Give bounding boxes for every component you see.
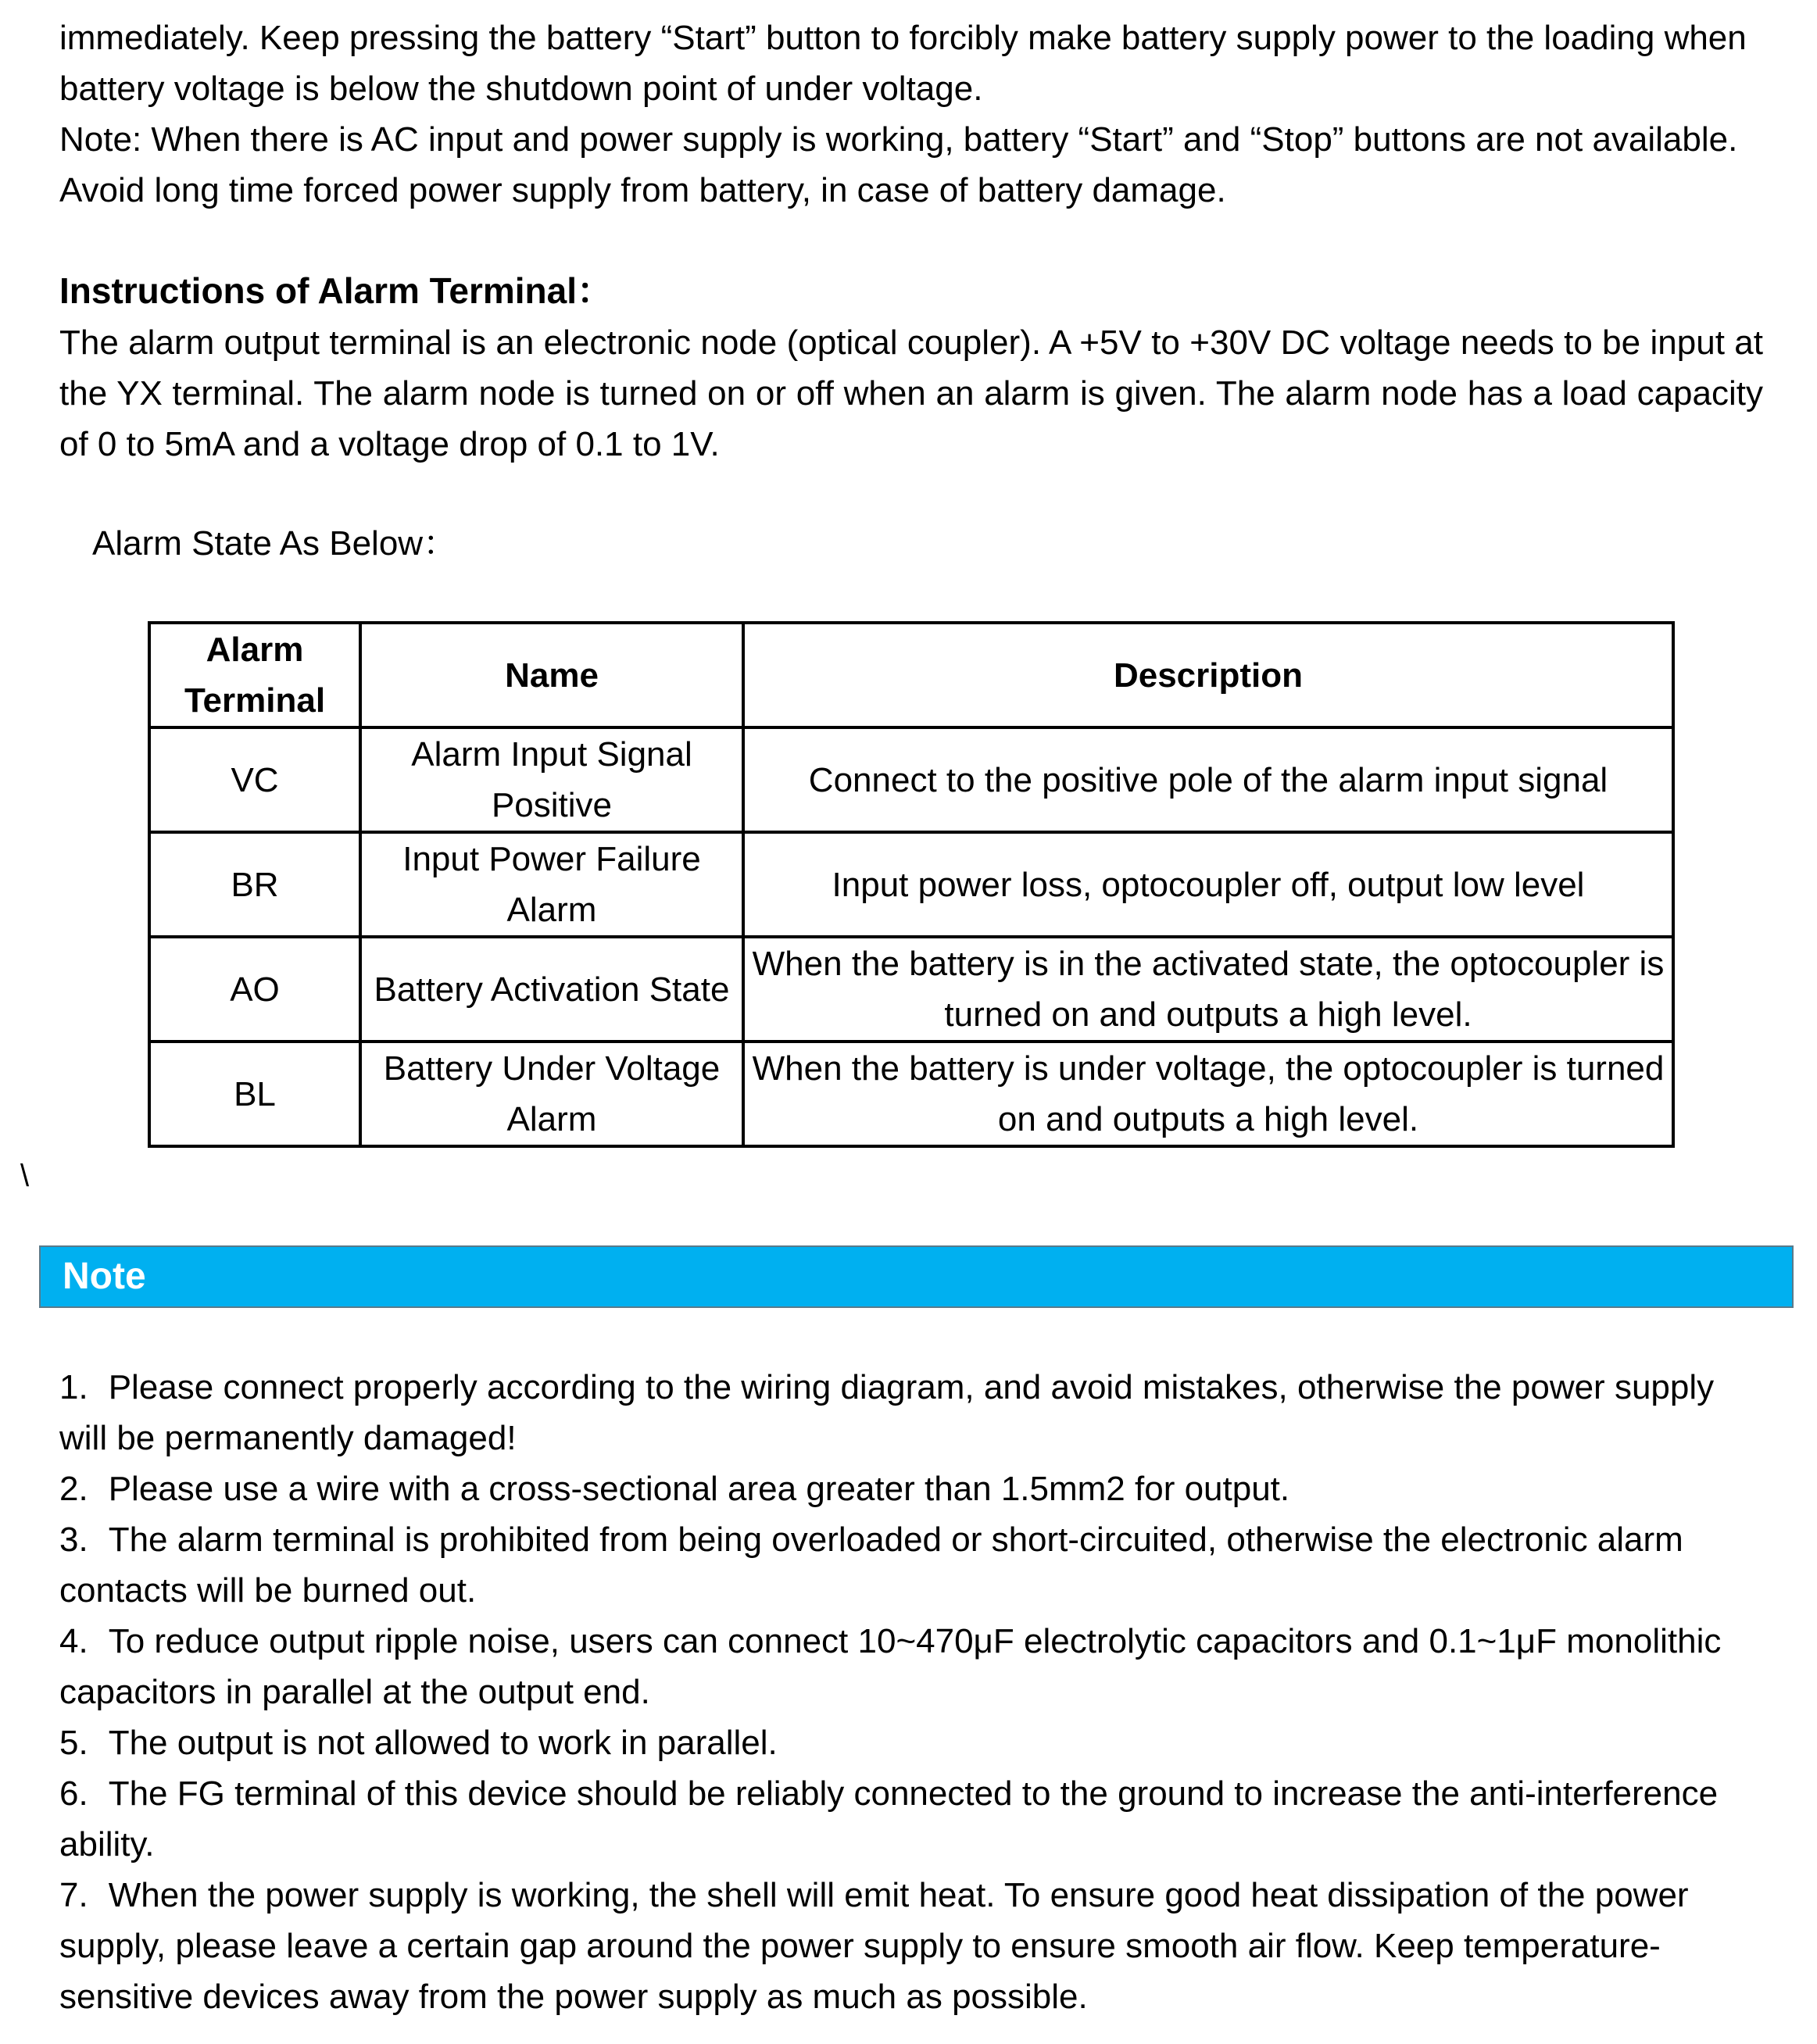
description-cell: When the battery is in the activated state, the optocoupler is turned on and outputs a high level. — [743, 937, 1673, 1042]
list-item — [59, 1514, 1763, 1616]
alarm-state-table — [148, 621, 1675, 1148]
intro-note-paragraph: Note: When there is AC input and power supply is working, battery “Start” and “Stop” buttons are not available. Avoid long time forced power supply from battery, in case of battery damage. — [59, 120, 1738, 209]
list-item — [59, 1463, 1763, 1514]
table-header-row — [149, 623, 1673, 727]
list-item-text: The output is not allowed to work in parallel. — [108, 1724, 778, 1762]
header-alarm-terminal: Alarm Terminal — [149, 623, 360, 727]
header-description: Description — [743, 623, 1673, 727]
stray-backslash-mark: \ — [20, 1159, 30, 1193]
list-item-number: 5. — [59, 1724, 88, 1762]
list-item — [59, 1870, 1763, 2022]
list-item-text: Please connect properly according to the wiring diagram, and avoid mistakes, otherwise the power supply will be permanently damaged! — [59, 1368, 1715, 1457]
list-item-text: Please use a wire with a cross-sectional area greater than 1.5mm2 for output. — [108, 1470, 1290, 1508]
terminal-cell: AO — [149, 937, 360, 1042]
table-row — [149, 937, 1673, 1042]
description-cell: When the battery is under voltage, the optocoupler is turned on and outputs a high level. — [743, 1042, 1673, 1146]
note-banner — [39, 1245, 1794, 1308]
intro-paragraph: immediately. Keep pressing the battery “Start” button to forcibly make battery supply power to the loading when battery voltage is below the shutdown point of under voltage. — [59, 19, 1747, 108]
terminal-cell: BL — [149, 1042, 360, 1146]
table-row — [149, 1042, 1673, 1146]
list-item-number: 6. — [59, 1774, 88, 1813]
name-cell: Input Power Failure Alarm — [360, 832, 743, 937]
note-title: Note — [63, 1256, 146, 1297]
list-item — [59, 1717, 1763, 1768]
note-list — [59, 1362, 1763, 2022]
list-item-text: When the power supply is working, the shell will emit heat. To ensure good heat dissipation of the power supply, please leave a certain gap around the power supply to ensure smooth air flow. Keep temperature-sensitive devices away from the power supply as much as possible. — [59, 1876, 1689, 2016]
list-item-text: The alarm terminal is prohibited from being overloaded or short-circuited, otherwise the electronic alarm contacts will be burned out. — [59, 1520, 1683, 1610]
header-name: Name — [360, 623, 743, 727]
name-cell: Battery Activation State — [360, 937, 743, 1042]
alarm-table-caption: Alarm State As Below： — [92, 524, 458, 563]
description-cell: Input power loss, optocoupler off, output low level — [743, 832, 1673, 937]
list-item-number: 3. — [59, 1520, 88, 1559]
name-cell: Battery Under Voltage Alarm — [360, 1042, 743, 1146]
alarm-section-heading: Instructions of Alarm Terminal： — [59, 270, 613, 311]
table-row — [149, 832, 1673, 937]
terminal-cell: BR — [149, 832, 360, 937]
list-item — [59, 1362, 1763, 1463]
list-item — [59, 1616, 1763, 1717]
list-item-number: 4. — [59, 1622, 88, 1660]
list-item — [59, 1768, 1763, 1870]
table-row — [149, 727, 1673, 832]
description-cell: Connect to the positive pole of the alarm input signal — [743, 727, 1673, 832]
alarm-section-description: The alarm output terminal is an electronic node (optical coupler). A +5V to +30V DC voltage needs to be input at the YX terminal. The alarm node is turned on or off when an alarm is given. The alarm node has a load capacity of 0 to 5mA and a voltage drop of 0.1 to 1V. — [59, 323, 1763, 463]
list-item-number: 2. — [59, 1470, 88, 1508]
list-item-text: The FG terminal of this device should be reliably connected to the ground to increase the anti-interference ability. — [59, 1774, 1719, 1864]
list-item-number: 7. — [59, 1876, 88, 1914]
list-item-number: 1. — [59, 1368, 88, 1406]
terminal-cell: VC — [149, 727, 360, 832]
name-cell: Alarm Input Signal Positive — [360, 727, 743, 832]
list-item-text: To reduce output ripple noise, users can connect 10~470μF electrolytic capacitors and 0.1~1μF monolithic capacitors in parallel at the output end. — [59, 1622, 1722, 1711]
